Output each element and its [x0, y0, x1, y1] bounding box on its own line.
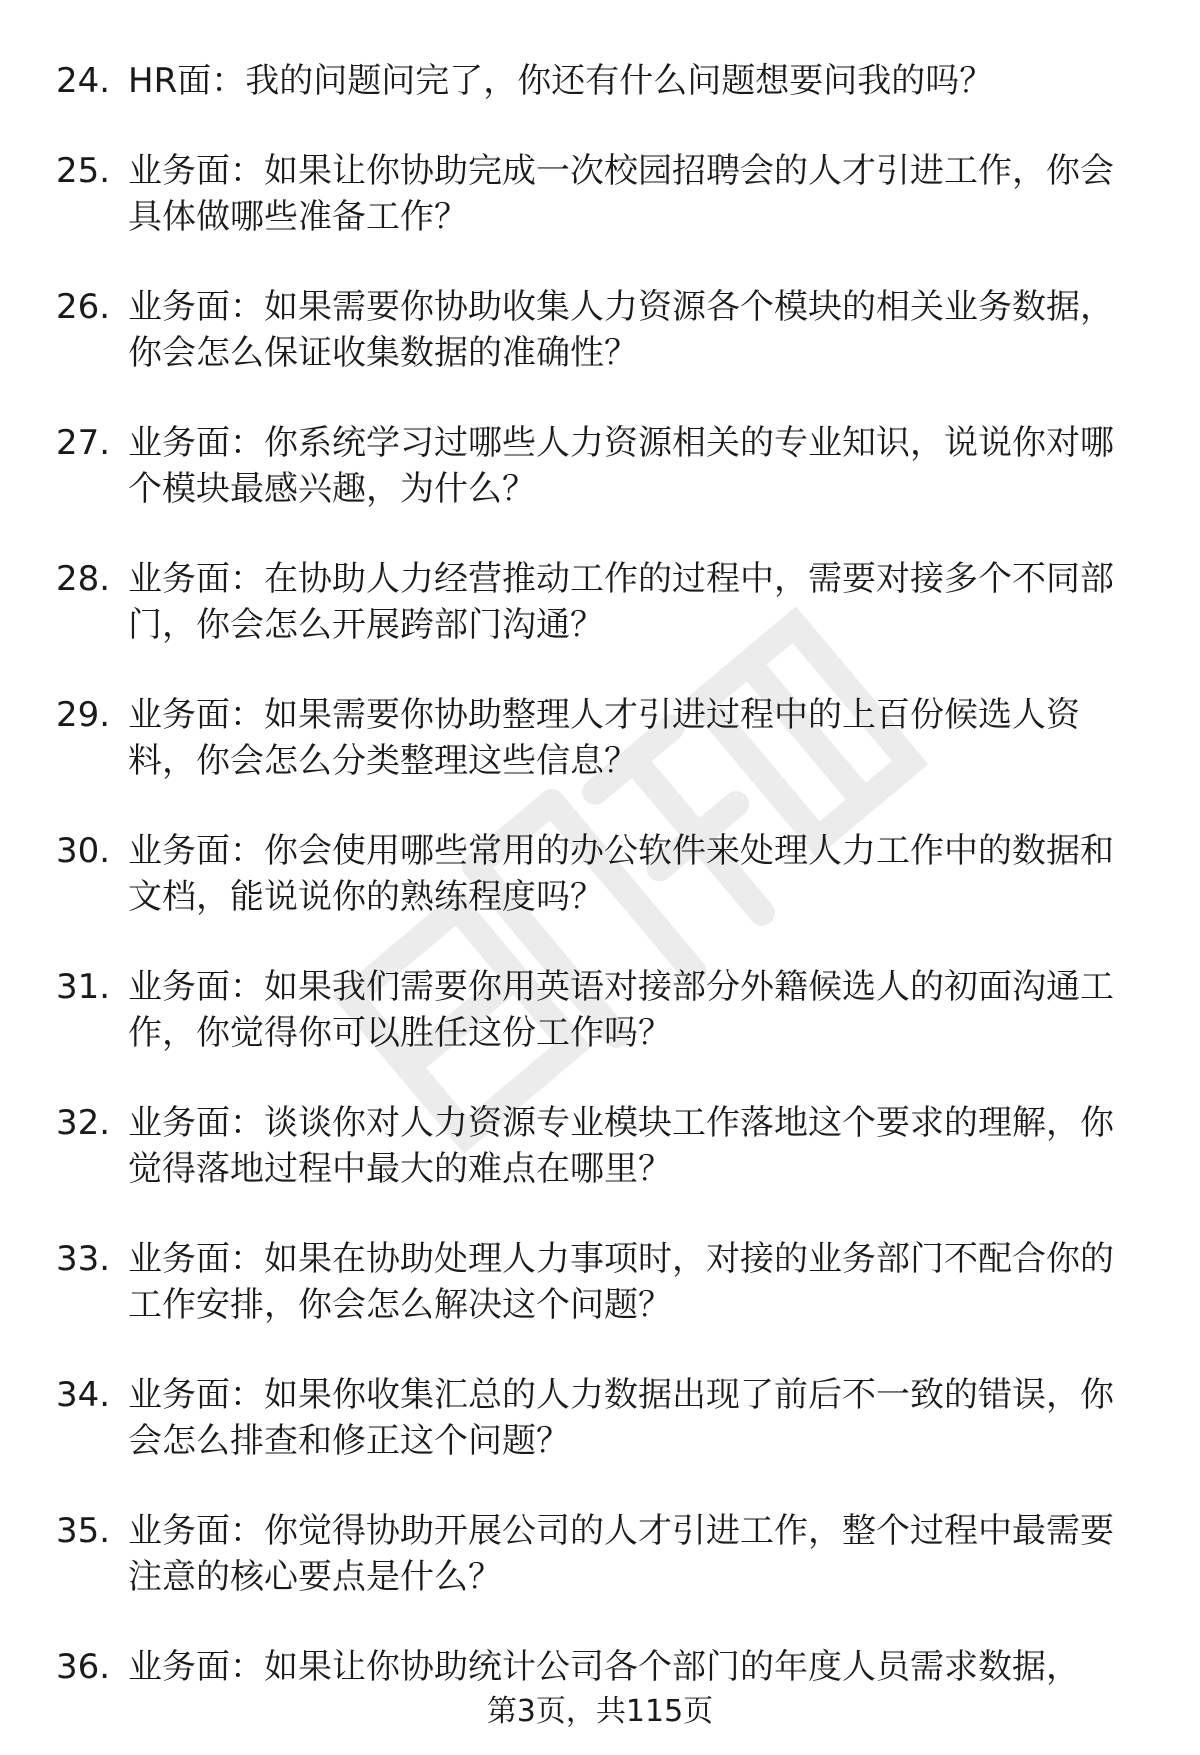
question-number: 32. [56, 1103, 111, 1143]
question-number: 31. [56, 967, 111, 1007]
question-text: HR面：我的问题问完了，你还有什么问题想要问我的吗？ [128, 61, 994, 101]
question-item [56, 556, 1146, 648]
question-text: 业务面：你会使用哪些常用的办公软件来处理人力工作中的数据和文档，能说说你的熟练程度吗？ [128, 831, 1114, 917]
question-item [56, 1372, 1146, 1464]
question-number: 29. [56, 695, 111, 735]
question-text: 业务面：如果我们需要你用英语对接部分外籍候选人的初面沟通工作，你觉得你可以胜任这份工作吗？ [128, 967, 1114, 1053]
question-text: 业务面：如果让你协助统计公司各个部门的年度人员需求数据， [128, 1647, 1080, 1687]
question-number: 34. [56, 1375, 111, 1415]
question-item [56, 1100, 1146, 1192]
question-number: 27. [56, 423, 111, 463]
question-number: 35. [56, 1511, 111, 1551]
question-text: 业务面：如果需要你协助收集人力资源各个模块的相关业务数据，你会怎么保证收集数据的准确性？ [128, 287, 1114, 373]
question-text: 业务面：如果你收集汇总的人力数据出现了前后不一致的错误，你会怎么排查和修正这个问题？ [128, 1375, 1114, 1461]
question-number: 26. [56, 287, 111, 327]
question-item [56, 828, 1146, 920]
question-item [56, 148, 1146, 240]
question-item [56, 420, 1146, 512]
question-text: 业务面：如果让你协助完成一次校园招聘会的人才引进工作，你会具体做哪些准备工作？ [128, 151, 1114, 237]
question-text: 业务面：你觉得协助开展公司的人才引进工作，整个过程中最需要注意的核心要点是什么？ [128, 1511, 1114, 1597]
question-text: 业务面：如果需要你协助整理人才引进过程中的上百份候选人资料，你会怎么分类整理这些信息？ [128, 695, 1080, 781]
question-item [56, 692, 1146, 784]
question-text: 业务面：谈谈你对人力资源专业模块工作落地这个要求的理解，你觉得落地过程中最大的难点在哪里？ [128, 1103, 1114, 1189]
question-item [56, 284, 1146, 376]
question-item [56, 58, 1146, 104]
question-number: 24. [56, 61, 111, 101]
question-item [56, 964, 1146, 1056]
question-number: 33. [56, 1239, 111, 1279]
question-item [56, 1508, 1146, 1600]
page-footer: 第3页，共115页 [486, 1694, 714, 1729]
question-number: 36. [56, 1647, 111, 1687]
question-list [56, 58, 1146, 1734]
question-number: 28. [56, 559, 111, 599]
question-number: 25. [56, 151, 111, 191]
question-number: 30. [56, 831, 111, 871]
question-item [56, 1644, 1146, 1690]
question-item [56, 1236, 1146, 1328]
question-text: 业务面：你系统学习过哪些人力资源相关的专业知识，说说你对哪个模块最感兴趣，为什么？ [128, 423, 1114, 509]
question-text: 业务面：在协助人力经营推动工作的过程中，需要对接多个不同部门，你会怎么开展跨部门沟通？ [128, 559, 1114, 645]
question-text: 业务面：如果在协助处理人力事项时，对接的业务部门不配合你的工作安排，你会怎么解决这个问题？ [128, 1239, 1114, 1325]
